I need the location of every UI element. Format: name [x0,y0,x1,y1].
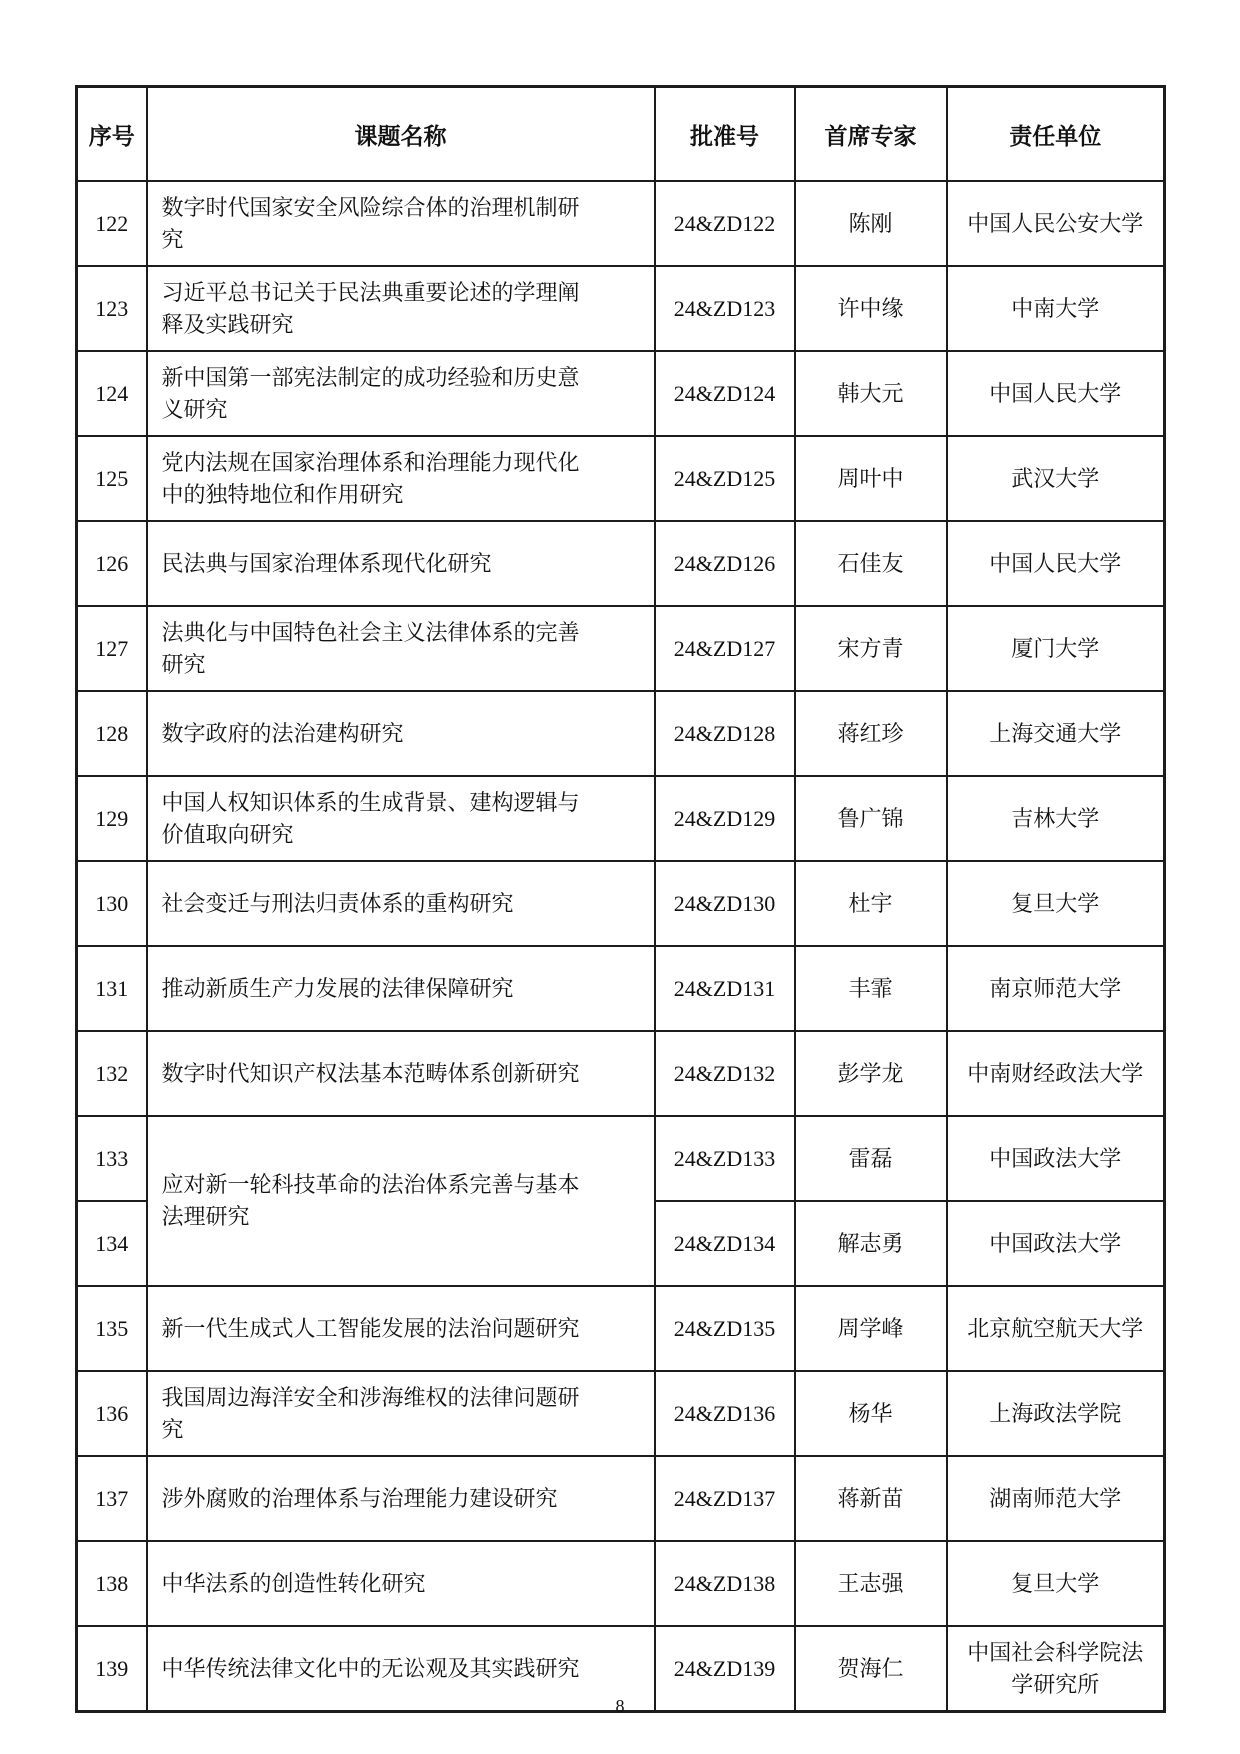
table-row [77,691,1165,776]
table-row [77,521,1165,606]
cell-approval: 24&ZD126 [655,521,795,606]
table-row [77,946,1165,1031]
cell-no: 138 [77,1541,147,1626]
cell-no: 129 [77,776,147,861]
cell-approval: 24&ZD135 [655,1286,795,1371]
cell-no: 127 [77,606,147,691]
cell-title: 涉外腐败的治理体系与治理能力建设研究 [147,1456,655,1541]
cell-expert: 杜宇 [795,861,947,946]
cell-expert: 许中缘 [795,266,947,351]
table-header [77,87,1165,182]
cell-approval: 24&ZD132 [655,1031,795,1116]
cell-no: 135 [77,1286,147,1371]
cell-unit: 中国人民公安大学 [947,181,1165,266]
cell-approval: 24&ZD125 [655,436,795,521]
cell-no: 124 [77,351,147,436]
cell-title: 新一代生成式人工智能发展的法治问题研究 [147,1286,655,1371]
cell-title: 数字政府的法治建构研究 [147,691,655,776]
cell-title: 习近平总书记关于民法典重要论述的学理阐释及实践研究 [147,266,655,351]
cell-unit: 复旦大学 [947,861,1165,946]
cell-expert: 陈刚 [795,181,947,266]
cell-unit: 中南财经政法大学 [947,1031,1165,1116]
table-row [77,606,1165,691]
cell-unit: 中南大学 [947,266,1165,351]
table-row [77,1031,1165,1116]
table-row [77,266,1165,351]
cell-no: 134 [77,1201,147,1286]
cell-expert: 王志强 [795,1541,947,1626]
cell-approval: 24&ZD123 [655,266,795,351]
cell-unit: 中国人民大学 [947,351,1165,436]
table-row [77,1456,1165,1541]
table-row [77,436,1165,521]
table-row [77,351,1165,436]
cell-unit: 中国政法大学 [947,1116,1165,1201]
cell-unit: 北京航空航天大学 [947,1286,1165,1371]
cell-expert: 蒋红珍 [795,691,947,776]
cell-expert: 宋方青 [795,606,947,691]
cell-expert: 周叶中 [795,436,947,521]
cell-approval: 24&ZD124 [655,351,795,436]
header-no: 序号 [77,87,147,182]
table-row [77,776,1165,861]
cell-title: 社会变迁与刑法归责体系的重构研究 [147,861,655,946]
table-row [77,1116,1165,1201]
table-row [77,861,1165,946]
cell-unit: 复旦大学 [947,1541,1165,1626]
cell-approval: 24&ZD139 [655,1626,795,1712]
cell-approval: 24&ZD133 [655,1116,795,1201]
cell-title: 中华传统法律文化中的无讼观及其实践研究 [147,1626,655,1712]
cell-expert: 蒋新苗 [795,1456,947,1541]
cell-expert: 雷磊 [795,1116,947,1201]
cell-title: 新中国第一部宪法制定的成功经验和历史意义研究 [147,351,655,436]
cell-expert: 韩大元 [795,351,947,436]
header-unit: 责任单位 [947,87,1165,182]
cell-no: 122 [77,181,147,266]
cell-no: 133 [77,1116,147,1201]
cell-title: 推动新质生产力发展的法律保障研究 [147,946,655,1031]
cell-title: 数字时代知识产权法基本范畴体系创新研究 [147,1031,655,1116]
cell-unit: 武汉大学 [947,436,1165,521]
cell-no: 128 [77,691,147,776]
cell-expert: 周学峰 [795,1286,947,1371]
cell-no: 126 [77,521,147,606]
cell-unit: 上海交通大学 [947,691,1165,776]
cell-approval: 24&ZD137 [655,1456,795,1541]
cell-title: 民法典与国家治理体系现代化研究 [147,521,655,606]
cell-title: 党内法规在国家治理体系和治理能力现代化中的独特地位和作用研究 [147,436,655,521]
cell-approval: 24&ZD122 [655,181,795,266]
cell-title-merged: 应对新一轮科技革命的法治体系完善与基本法理研究 [147,1116,655,1286]
cell-approval: 24&ZD130 [655,861,795,946]
cell-title: 中国人权知识体系的生成背景、建构逻辑与价值取向研究 [147,776,655,861]
cell-unit: 厦门大学 [947,606,1165,691]
header-expert: 首席专家 [795,87,947,182]
cell-approval: 24&ZD127 [655,606,795,691]
cell-no: 132 [77,1031,147,1116]
cell-no: 130 [77,861,147,946]
cell-unit: 吉林大学 [947,776,1165,861]
cell-expert: 石佳友 [795,521,947,606]
cell-approval: 24&ZD128 [655,691,795,776]
cell-no: 131 [77,946,147,1031]
table-row [77,1371,1165,1456]
cell-approval: 24&ZD131 [655,946,795,1031]
cell-expert: 杨华 [795,1371,947,1456]
cell-no: 123 [77,266,147,351]
cell-expert: 解志勇 [795,1201,947,1286]
cell-unit: 湖南师范大学 [947,1456,1165,1541]
cell-title: 数字时代国家安全风险综合体的治理机制研究 [147,181,655,266]
page-number: 8 [615,1696,625,1716]
table-row [77,1541,1165,1626]
cell-no: 137 [77,1456,147,1541]
cell-unit: 中国人民大学 [947,521,1165,606]
cell-unit: 中国社会科学院法学研究所 [947,1626,1165,1712]
cell-no: 139 [77,1626,147,1712]
cell-expert: 贺海仁 [795,1626,947,1712]
cell-no: 136 [77,1371,147,1456]
cell-unit: 南京师范大学 [947,946,1165,1031]
cell-title: 我国周边海洋安全和涉海维权的法律问题研究 [147,1371,655,1456]
header-row [77,87,1165,182]
table-row [77,181,1165,266]
cell-title: 中华法系的创造性转化研究 [147,1541,655,1626]
cell-approval: 24&ZD136 [655,1371,795,1456]
projects-table [75,85,1166,1713]
cell-unit: 上海政法学院 [947,1371,1165,1456]
cell-expert: 彭学龙 [795,1031,947,1116]
cell-approval: 24&ZD138 [655,1541,795,1626]
cell-no: 125 [77,436,147,521]
header-title: 课题名称 [147,87,655,182]
cell-approval: 24&ZD134 [655,1201,795,1286]
cell-approval: 24&ZD129 [655,776,795,861]
cell-unit: 中国政法大学 [947,1201,1165,1286]
cell-expert: 鲁广锦 [795,776,947,861]
cell-title: 法典化与中国特色社会主义法律体系的完善研究 [147,606,655,691]
table-row [77,1286,1165,1371]
header-approval: 批准号 [655,87,795,182]
cell-expert: 丰霏 [795,946,947,1031]
